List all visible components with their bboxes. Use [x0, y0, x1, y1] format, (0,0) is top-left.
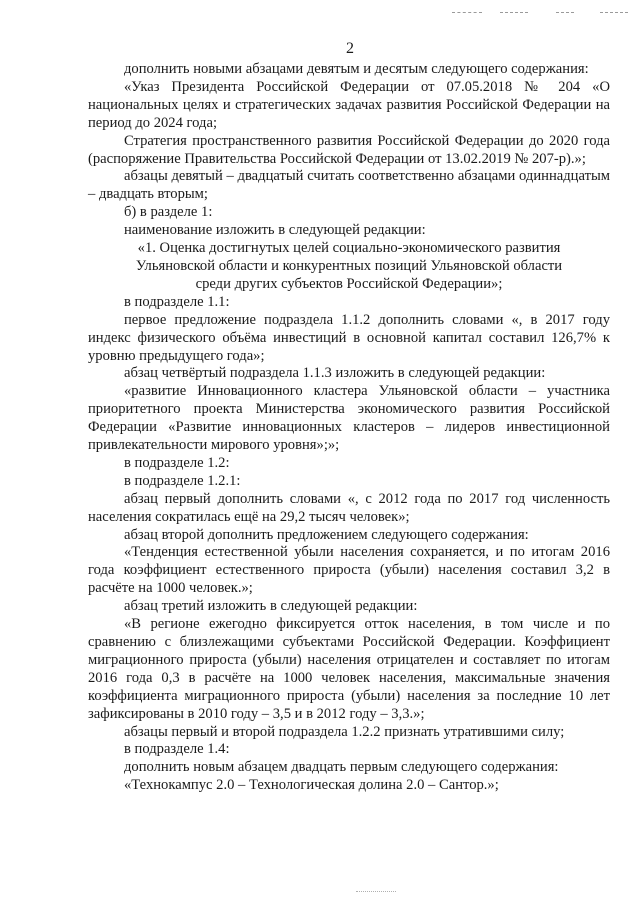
paragraph: «Технокампус 2.0 – Технологическая долина 2.0 – Сантор.»;	[124, 777, 499, 794]
paragraph: «Указ Президента Российской Федерации от 07.05.2018 № 204 «О национальных целях и стратегических задачах развития Российской Федерации на период до 2024 года;	[88, 78, 610, 131]
paragraph: Стратегия пространственного развития Российской Федерации до 2020 года (распоряжение Правительства Российской Федерации от 13.02.2019 № 207-р).»;	[88, 132, 610, 167]
paragraph: абзацы девятый – двадцатый считать соответственно абзацами одиннадцатым – двадцать вторым;	[88, 168, 610, 203]
paragraph: «В регионе ежегодно фиксируется отток населения, в том числе и по сравнению с близлежащими субъектами Российской Федерации. Коэффициент миграционного прироста (убыли) населения отрицателен и составляет по итогам 2016 года 0,3 в расчёте на 1000 человек населения, максимальные значения коэффициента миграционного прироста (убыли) населения за последние 10 лет зафиксированы в 2010 году – 3,5 и в 2012 году – 3,3.»;	[88, 616, 610, 722]
paragraph: абзац первый дополнить словами «, с 2012 года по 2017 год численность населения сократилась ещё на 29,2 тысяч человек»;	[88, 490, 610, 525]
paragraph: в подразделе 1.2.1:	[124, 472, 241, 489]
paragraph: б) в разделе 1:	[124, 204, 213, 221]
paragraph: в подразделе 1.4:	[124, 741, 230, 758]
scan-artifact	[356, 891, 396, 893]
paragraph: в подразделе 1.1:	[124, 293, 230, 310]
scan-artifact	[452, 12, 482, 14]
scan-artifact	[600, 12, 628, 14]
page-number: 2	[346, 40, 354, 57]
paragraph: в подразделе 1.2:	[124, 454, 230, 471]
paragraph: абзац четвёртый подраздела 1.1.3 изложить в следующей редакции:	[124, 365, 546, 382]
paragraph: первое предложение подраздела 1.1.2 дополнить словами «, в 2017 году индекс физического объёма инвестиций в основной капитал составил 126,7% к уровню предыдущего года»;	[88, 311, 610, 364]
paragraph: наименование изложить в следующей редакции:	[124, 222, 426, 239]
paragraph: «развитие Инновационного кластера Ульяновской области – участника приоритетного проекта Министерства экономического развития Российской Федерации «Развитие инновационных кластеров – лидеров инвестиционной привлекательности мирового уровня»;»;	[88, 383, 610, 454]
paragraph: дополнить новым абзацем двадцать первым следующего содержания:	[124, 759, 559, 776]
section-title-line: Ульяновской области и конкурентных позиций Ульяновской области	[135, 257, 563, 274]
scan-artifact	[556, 12, 574, 14]
paragraph: абзац второй дополнить предложением следующего содержания:	[124, 526, 529, 543]
paragraph: дополнить новыми абзацами девятым и десятым следующего содержания:	[124, 61, 589, 77]
paragraph: абзац третий изложить в следующей редакции:	[124, 598, 418, 615]
section-title-line: «1. Оценка достигнутых целей социально-экономического развития	[137, 240, 561, 257]
paragraph: «Тенденция естественной убыли населения сохраняется, и по итогам 2016 года коэффициент естественного прироста (убыли) населения составил 3,2 в расчёте на 1000 человек.»;	[88, 544, 610, 597]
document-body	[88, 61, 610, 795]
scan-artifact	[500, 12, 528, 14]
paragraph: абзацы первый и второй подраздела 1.2.2 признать утратившими силу;	[124, 723, 565, 740]
section-title-line: среди других субъектов Российской Федерации»;	[195, 275, 503, 292]
